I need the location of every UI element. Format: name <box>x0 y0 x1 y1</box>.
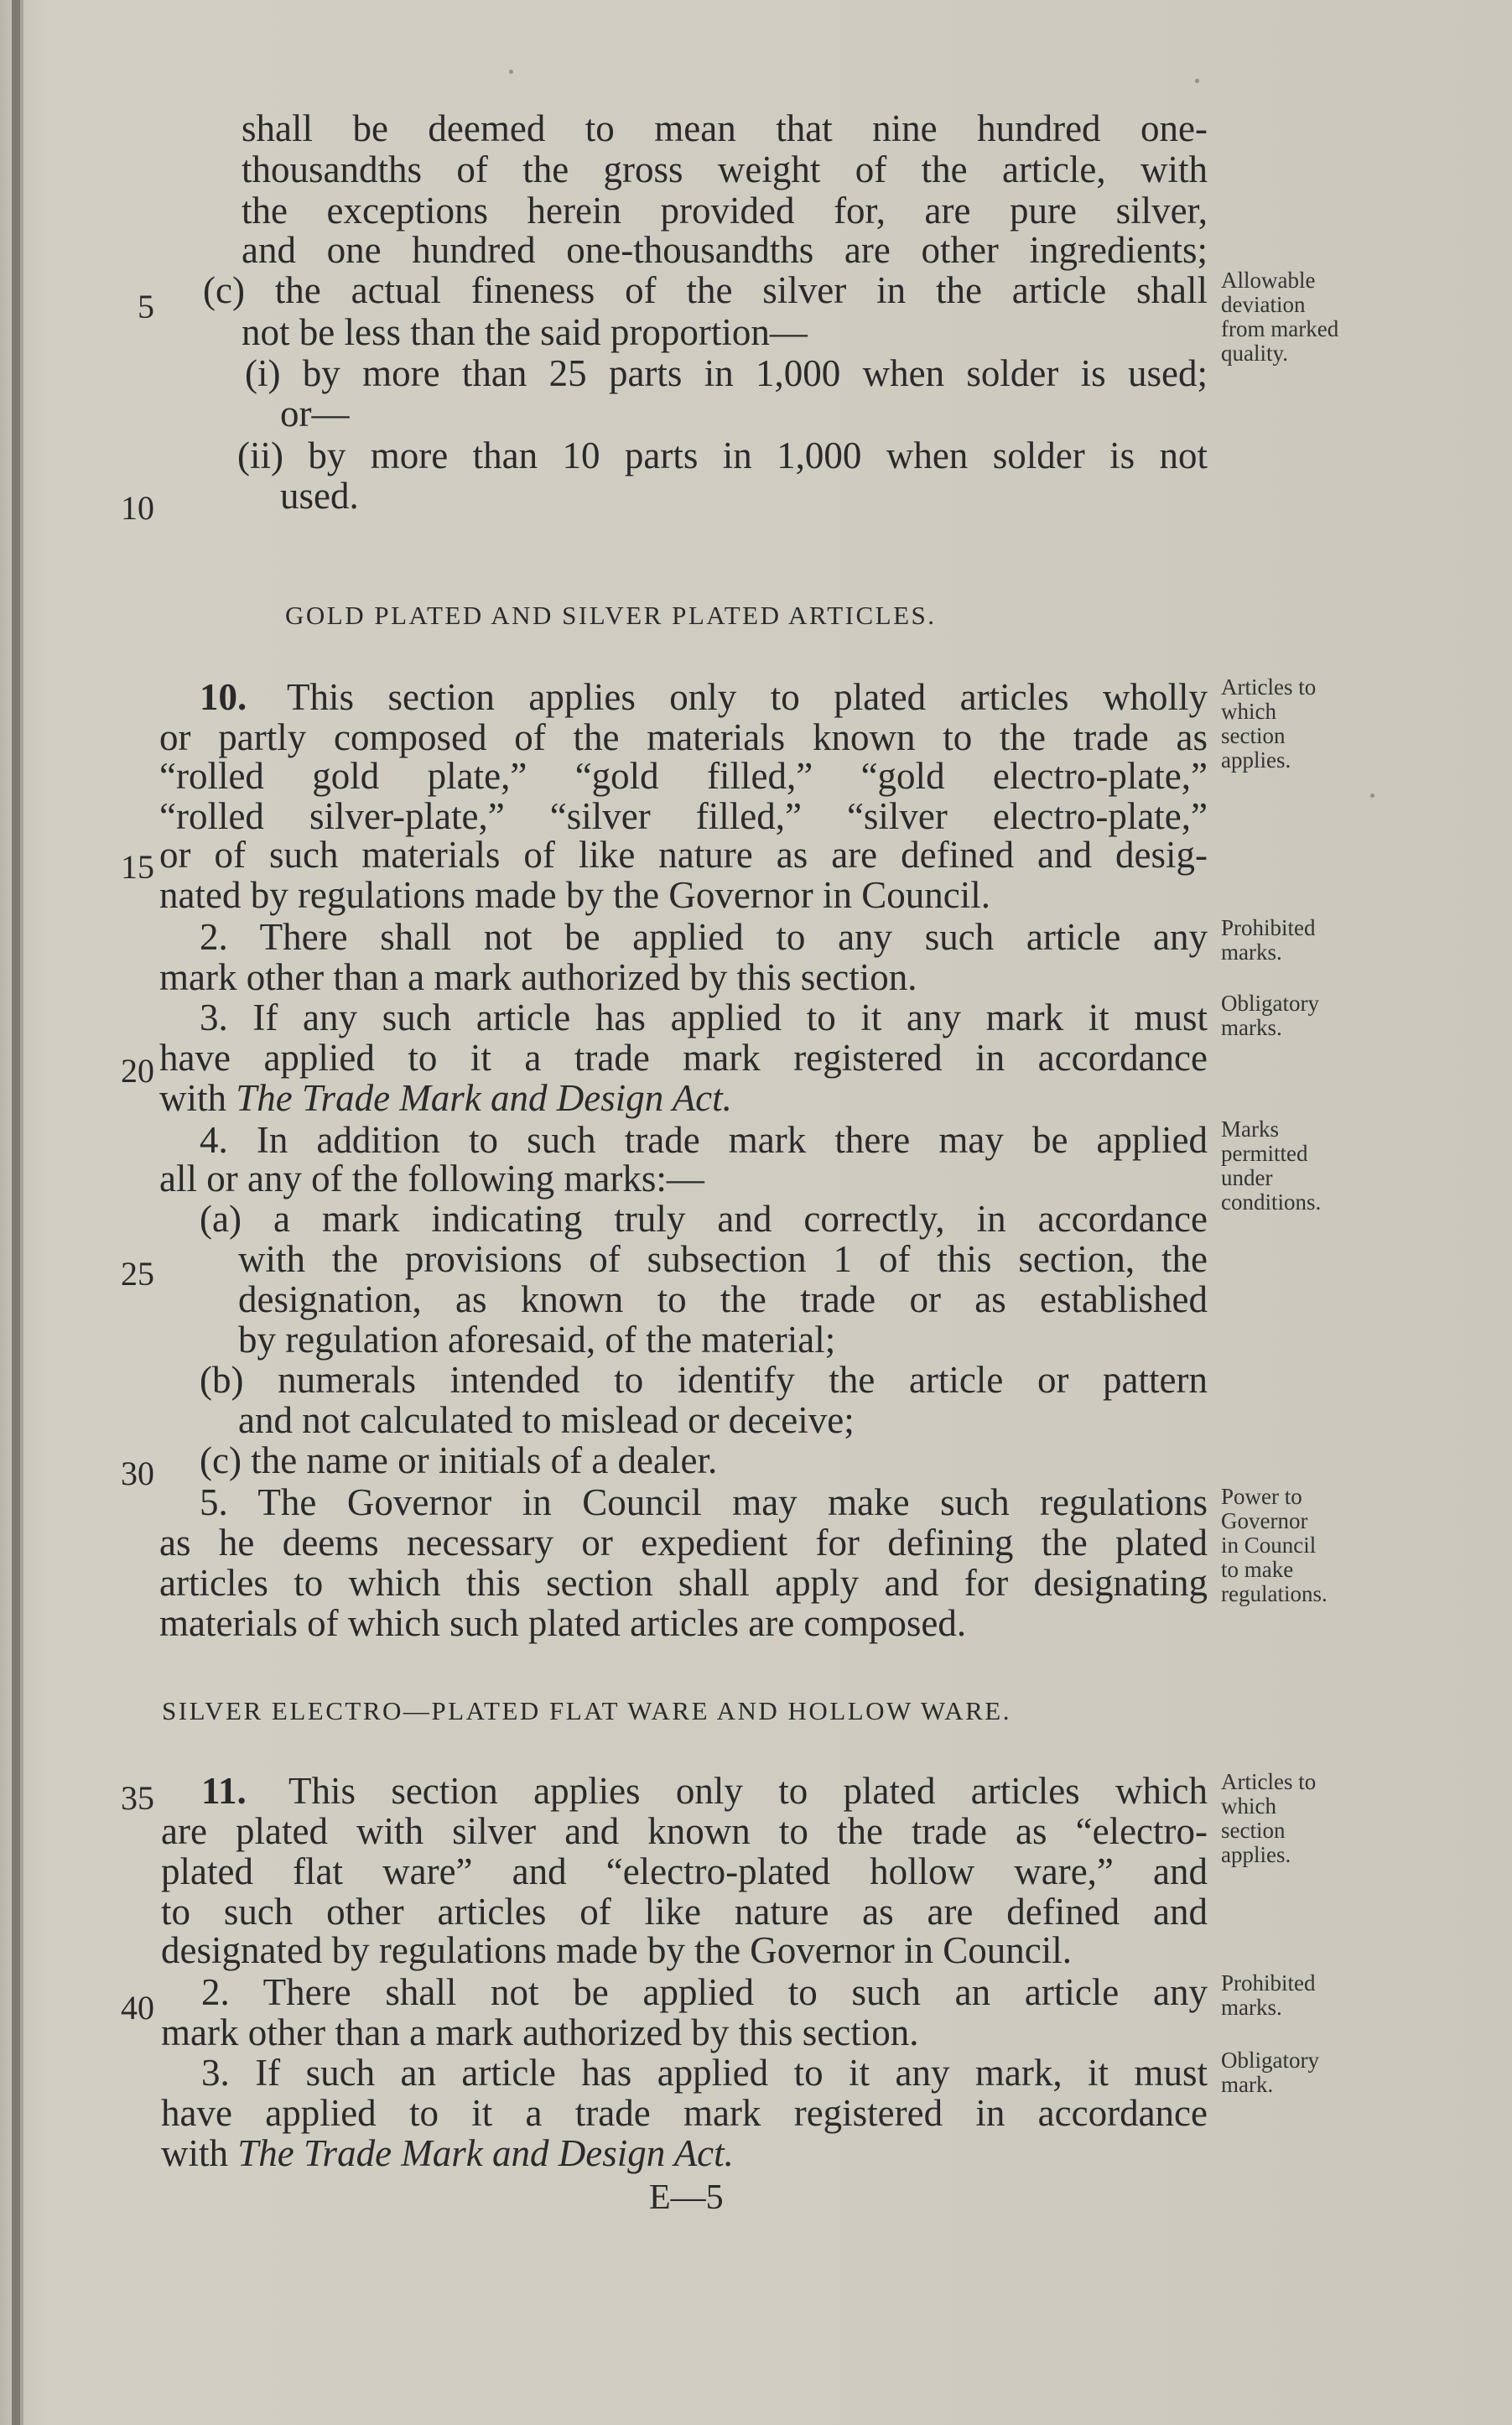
text-line: plated flat ware” and “electro-plated hollow ware,” and <box>161 1850 1208 1892</box>
line-number: 30 <box>121 1454 154 1492</box>
text-line: 5. The Governor in Council may make such regulations <box>200 1481 1208 1523</box>
marginal-note: Marks permitted under conditions. <box>1221 1116 1322 1215</box>
text-line: 2. There shall not be applied to any such article any <box>200 916 1208 958</box>
text-line: thousandths of the gross weight of the article, with <box>242 148 1208 190</box>
text-line: (b) numerals intended to identify the article or pattern <box>200 1359 1208 1401</box>
text-line: (i) by more than 25 parts in 1,000 when solder is used; <box>245 352 1208 394</box>
act-title: The Trade Mark and Design Act. <box>236 1077 732 1119</box>
marginal-note: Obligatory marks. <box>1221 991 1319 1040</box>
text-line: or partly composed of the materials known to the trade as <box>159 716 1208 758</box>
line-number: 40 <box>121 1989 154 2027</box>
line-number: 15 <box>121 848 154 886</box>
section-heading: SILVER ELECTRO—PLATED FLAT WARE AND HOLLOW WARE. <box>162 1696 1011 1725</box>
marginal-note: Articles to which section applies. <box>1221 1769 1317 1867</box>
text-line: not be less than the said proportion— <box>242 311 808 353</box>
text-fragment: with <box>159 1077 236 1119</box>
section-number: 11. <box>201 1770 247 1812</box>
text-line: (c) the name or initials of a dealer. <box>200 1439 718 1481</box>
text-line: 4. In addition to such trade mark there may be applied <box>200 1119 1208 1161</box>
text-line: have applied to it a trade mark registered in accordance <box>159 1037 1208 1079</box>
text-line <box>159 1077 732 1119</box>
text-line: 3. If any such article has applied to it any mark it must <box>200 997 1208 1038</box>
page-number: E—5 <box>649 2178 724 2217</box>
text-line: designated by regulations made by the Governor in Council. <box>161 1929 1072 1971</box>
text-line: as he deems necessary or expedient for defining the plated <box>159 1522 1208 1564</box>
line-number: 20 <box>121 1052 154 1090</box>
marginal-note: Articles to which section applies. <box>1221 674 1317 773</box>
text-line: are plated with silver and known to the trade as “electro- <box>161 1810 1208 1852</box>
marginal-note: Prohibited marks. <box>1221 915 1316 965</box>
marginal-note: Allowable deviation from marked quality. <box>1221 268 1339 366</box>
paper-speck <box>509 70 513 74</box>
text-line: designation, as known to the trade or as established <box>238 1278 1208 1320</box>
marginal-note: Power to Governor in Council to make regulations. <box>1221 1484 1328 1606</box>
text-line: “rolled gold plate,” “gold filled,” “gold electro-plate,” <box>159 755 1208 797</box>
text-line: used. <box>280 475 359 517</box>
line-number: 25 <box>121 1255 154 1293</box>
paper-speck <box>1370 794 1374 798</box>
text-line: “rolled silver-plate,” “silver filled,” “silver electro-plate,” <box>159 795 1208 837</box>
text-line: mark other than a mark authorized by this section. <box>159 956 917 998</box>
text-line: or of such materials of like nature as are defined and desig- <box>159 834 1208 876</box>
line-number: 5 <box>138 288 154 325</box>
text-line: (ii) by more than 10 parts in 1,000 when solder is not <box>237 435 1208 476</box>
paper-speck <box>1195 79 1199 83</box>
binding-edge-shadow <box>20 0 23 2425</box>
text-line: (a) a mark indicating truly and correctly, in accordance <box>200 1198 1208 1240</box>
text-line: 3. If such an article has applied to it any mark, it must <box>201 2052 1208 2094</box>
text-line: the exceptions herein provided for, are pure silver, <box>242 190 1208 232</box>
text-line: and one hundred one-thousandths are other ingredients; <box>242 229 1208 271</box>
section-heading: GOLD PLATED AND SILVER PLATED ARTICLES. <box>285 601 937 630</box>
text-line: and not calculated to mislead or deceive; <box>238 1399 855 1441</box>
text-line: or— <box>280 393 350 435</box>
section-number: 10. <box>200 676 247 718</box>
text-line: 2. There shall not be applied to such an article any <box>201 1971 1208 2013</box>
marginal-note: Obligatory mark. <box>1221 2048 1319 2097</box>
text-line: (c) the actual fineness of the silver in the article shall <box>203 269 1208 311</box>
text-line: all or any of the following marks:— <box>159 1158 704 1199</box>
text-line: nated by regulations made by the Governor in Council. <box>159 874 991 916</box>
text-line: with the provisions of subsection 1 of this section, the <box>238 1238 1208 1280</box>
text-line: articles to which this section shall apply and for designating <box>159 1562 1208 1604</box>
binding-edge <box>12 0 20 2425</box>
line-number: 35 <box>121 1779 154 1817</box>
text-line <box>161 2132 734 2174</box>
text-fragment: with <box>161 2132 238 2174</box>
text-line: to such other articles of like nature as are defined and <box>161 1891 1208 1933</box>
text-line: by regulation aforesaid, of the material; <box>238 1319 836 1361</box>
text-line: materials of which such plated articles are composed. <box>159 1602 967 1644</box>
line-number: 10 <box>121 489 154 527</box>
text-line: shall be deemed to mean that nine hundred one- <box>242 107 1208 149</box>
text-line: This section applies only to plated articles wholly <box>287 676 1208 718</box>
text-line: This section applies only to plated articles which <box>288 1770 1208 1812</box>
act-title: The Trade Mark and Design Act. <box>237 2132 734 2174</box>
text-line: have applied to it a trade mark registered in accordance <box>161 2092 1208 2134</box>
text-line: mark other than a mark authorized by this section. <box>161 2011 919 2053</box>
marginal-note: Prohibited marks. <box>1221 1970 1316 2020</box>
